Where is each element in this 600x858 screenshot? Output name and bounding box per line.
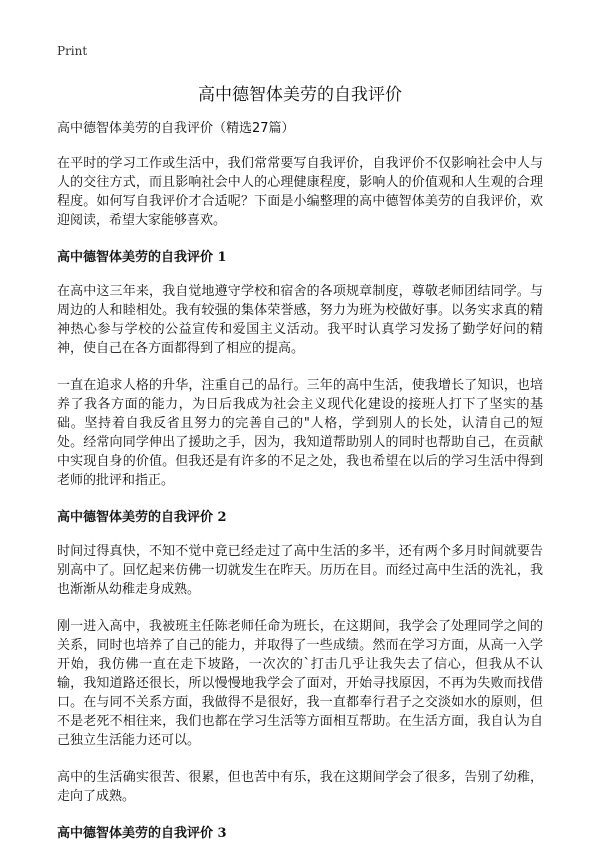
section-heading-2: 高中德智体美劳的自我评价 2 — [57, 510, 227, 525]
intro-paragraph: 在平时的学习工作或生活中，我们常常要写自我评价，自我评价不仅影响社会中人与人的交往方式，而且影响社会中人的心理健康程度，影响人的价值观和人生观的合理程度。如何写自我评价才合适呢？下面是小编整理的高中德智体美劳的自我评价，欢迎阅读，希望大家能够喜欢。 — [57, 156, 543, 228]
section-2-paragraph-2: 刚一进入高中，我被班主任陈老师任命为班长，在这期间，我学会了处理同学之间的关系，同时也培养了自己的能力，并取得了一些成绩。然而在学习方面，从高一入学开始，我仿佛一直在走下坡路，一次次的`打击几乎让我失去了信心，但我从不认输，我知道路还很长，所以慢慢地我学会了面对，开始寻找原因，不再为失败而找借口。在与同不关系方面，我做得不是很好，我一直都奉行君子之交淡如水的原则，但不是老死不相往来，我们也都在学习生活等方面相互帮助。在生活方面，我自认为自己独立生活能力还可以。 — [57, 619, 543, 748]
section-2-paragraph-1: 时间过得真快，不知不觉中竟已经走过了高中生活的多半，还有两个多月时间就要告别高中了。回忆起来仿佛一切就发生在昨天。历历在目。而经过高中生活的洗礼，我也渐渐从幼稚走身成熟。 — [57, 544, 543, 597]
section-1-paragraph-2: 一直在追求人格的升华，注重自己的品行。三年的高中生活，使我增长了知识，也培养了我各方面的能力，为日后我成为社会主义现代化建设的接班人打下了坚实的基础。坚持着自我反省且努力的完善自己的"人格，学到别人的长处，认清自己的短处。经常向同学伸出了援助之手，因为，我知道帮助别人的同时也帮助自己，在贡献中实现自身的价值。但我还是有许多的不足之处，我也希望在以后的学习生活中得到老师的批评和指正。 — [57, 378, 543, 488]
print-link[interactable]: Print — [57, 44, 88, 58]
section-2-paragraph-3: 高中的生活确实很苦、很累，但也苦中有乐，我在这期间学会了很多，告别了幼稚，走向了成熟。 — [57, 770, 543, 804]
article-body — [57, 119, 543, 858]
article-subtitle: 高中德智体美劳的自我评价（精选27篇） — [57, 121, 295, 136]
document-title: 高中德智体美劳的自我评价 — [198, 85, 402, 105]
section-heading-3: 高中德智体美劳的自我评价 3 — [57, 826, 227, 841]
section-1-paragraph-1: 在高中这三年来，我自觉地遵守学校和宿舍的各项规章制度，尊敬老师团结同学。与周边的人和睦相处。我有较强的集体荣誉感，努力为班为校做好事。以务实求真的精神热心参与学校的公益宣传和爱国主义活动。我平时认真学习发扬了勤学好问的精神，使自己在各方面都得到了相应的提高。 — [57, 284, 543, 356]
section-heading-1: 高中德智体美劳的自我评价 1 — [57, 250, 227, 265]
